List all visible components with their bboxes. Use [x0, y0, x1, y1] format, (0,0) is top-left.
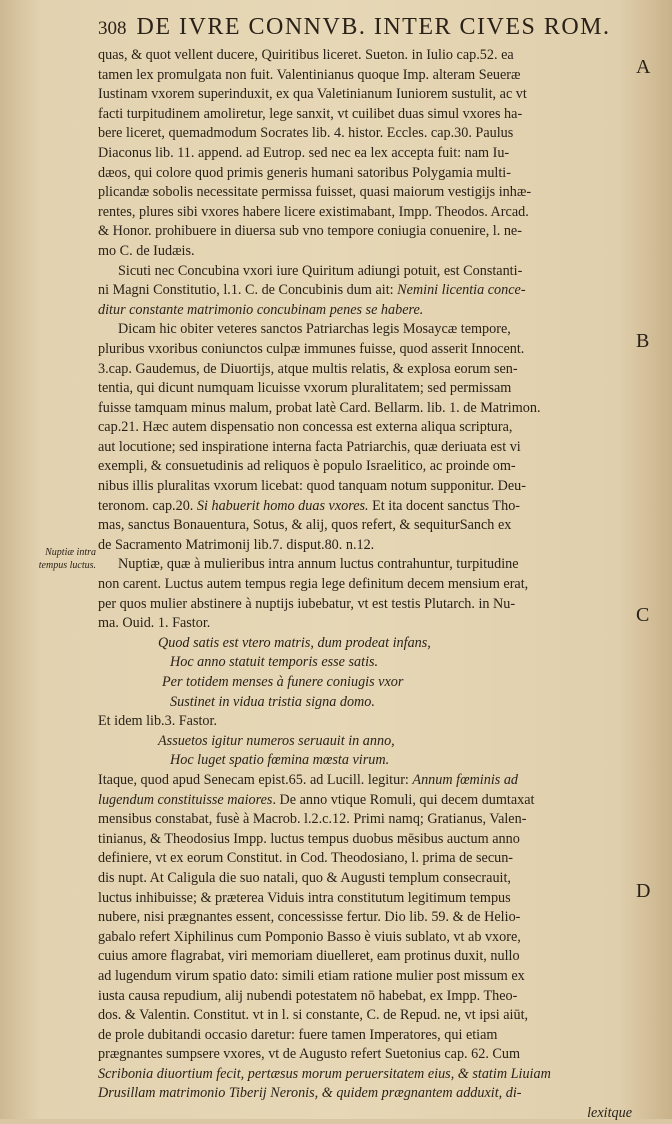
verse-block-2 [98, 732, 632, 771]
section-marker-b: B [636, 330, 650, 352]
verse-line: Per totidem menses à funere coniugis vxor [162, 674, 404, 690]
page-number: 308 [98, 18, 127, 39]
text-line [98, 281, 632, 301]
text-line: dos. & Valentin. Constitut. vt in l. si constante, C. de Repud. ne, vt ipsi aiūt, [98, 1007, 529, 1024]
text-line: aut locutione; sed inspiratione interna facta Patriarchis, quæ deriuata est vi [98, 438, 521, 455]
section-marker-c: C [636, 604, 650, 626]
verse-line: Hoc luget spatio fœmina mœsta virum. [170, 752, 390, 769]
text-line: facti turpitudinem amoliretur, lege sanxit, vt cuilibet duas simul vxores ha- [98, 105, 523, 122]
quote-line: Drusillam matrimonio Tiberij Neronis, & quidem prægnantem adduxit, di- [98, 1085, 522, 1102]
section-marker-d: D [636, 880, 651, 902]
text-line: cap.21. Hæc autem dispensatio non concessa est externa aliqua scriptura, [98, 419, 513, 436]
text-line: definiere, vt ex eorum Constitut. in Cod. Theodosiano, l. prima de secun- [98, 850, 514, 867]
quote-span: Annum fœminis ad [412, 771, 519, 788]
verse-block-1 [98, 634, 632, 712]
text-line: per quos mulier abstinere à nuptijs iubebatur, vt est testis Plutarch. in Nu- [98, 595, 516, 612]
text-line: cuius amore flagrabat, viri memoriam diuelleret, eam protinus duxit, nullo [98, 948, 520, 965]
text-line: de Sacramento Matrimonij lib.7. disput.80. n.12. [98, 536, 375, 553]
paragraph-1 [98, 46, 632, 262]
verse-line: Hoc anno statuit temporis esse satis. [170, 654, 379, 671]
text-line: dæos, qui colore quod primis generis humani satoribus Polygamia multi- [98, 164, 511, 181]
verse-line: Quod satis est vtero matris, dum prodeat infans, [158, 634, 431, 651]
text-line: mas, sanctus Bonauentura, Sotus, & alij, quos refert, & sequiturSanch ex [98, 517, 512, 534]
paragraph-3 [98, 320, 632, 555]
text-line: prægnantes sumpsere vxores, vt de Augusto refert Suetonius cap. 62. Cum [98, 1046, 521, 1063]
text-line: nubere, nisi prægnantes essent, concessisse fertur. Dio lib. 59. & de Helio- [98, 909, 521, 926]
quote-span: Nemini licentia conce- [397, 282, 526, 299]
text-line: ma. Ouid. 1. Fastor. [98, 615, 211, 632]
text-line: tinianus, & Theodosius Impp. luctus tempus duobus mēsibus auctum anno [98, 830, 520, 847]
section-marker-a: A [636, 56, 651, 78]
page-header [98, 14, 638, 44]
text-line: Diaconus lib. 11. append. ad Eutrop. sed nec ea lex accepta fuit: nam Iu- [98, 144, 510, 161]
text-span: teronom. cap.20. [98, 497, 197, 514]
margin-note: Nuptiæ intra tempus luctus. [38, 547, 96, 571]
text-line: rentes, plures sibi vxores habere licere existimabant, Impp. Theodos. Arcad. [98, 203, 529, 220]
text-line: iusta causa repudium, alij nubendi potestatem nō habebat, ex Impp. Theo- [98, 987, 518, 1004]
text-line: Dicam hic obiter veteres sanctos Patriarchas legis Mosaycæ tempore, [118, 321, 511, 338]
text-span: Et ita docent sanctus Tho- [368, 497, 521, 514]
text-line: non carent. Luctus autem tempus regia lege definitum decem mensium erat, [98, 576, 529, 593]
text-line: & Honor. prohibuere in diuersa sub vno tempore coniugia conuenire, l. ne- [98, 223, 522, 240]
quote-span: Si habuerit homo duas vxores. [196, 497, 369, 514]
quote-line: ditur constante matrimonio concubinam penes se habere. [98, 301, 424, 318]
paragraph-2 [98, 262, 632, 321]
text-line [98, 791, 632, 811]
catchword: lexitque [587, 1105, 632, 1122]
text-line: luctus inhibuisse; & præterea Viduis intra constitutum legitimum tempus [98, 889, 511, 906]
text-line: plicandæ sobolis necessitate permissa fuisset, quasi maiorum vestigijs inhæ- [98, 184, 532, 201]
text-line: de prole dubitandi occasio daretur: fuere tamen Imperatores, qui etiam [98, 1026, 498, 1043]
text-line: ad lugendum virum spatio dato: simili etiam ratione mulier post missum ex [98, 967, 525, 984]
text-line: quas, & quot vellent ducere, Quiritibus liceret. Sueton. in Iulio cap.52. ea [98, 47, 514, 63]
text-line: tentia, qui dicunt numquam licuisse vxorum pluralitatem; sed permissam [98, 380, 512, 397]
text-line: Et idem lib.3. Fastor. [98, 713, 218, 730]
quote-line: Scribonia diuortium fecit, pertæsus morum peruersitatem eius, & statim Liuiam [98, 1065, 551, 1082]
text-line: nibus illis pluralitas vxorum licebat: quod tanquam notum supponitur. Deu- [98, 478, 526, 495]
text-line: tamen lex promulgata non fuit. Valentinianus quoque Imp. alteram Seueræ [98, 66, 521, 83]
text-line: Nuptiæ, quæ à mulieribus intra annum luctus contrahuntur, turpitudine [118, 556, 519, 573]
text-span: Itaque, quod apud Senecam epist.65. ad Lucill. legitur: [98, 771, 413, 788]
text-line: bere liceret, quemadmodum Socrates lib. 4. histor. Eccles. cap.30. Paulus [98, 125, 514, 142]
quote-span: lugendum constituisse maiores [98, 791, 273, 808]
text-line: pluribus vxoribus coniunctos culpæ immunes fuisse, quod asserit Innocent. [98, 340, 525, 357]
text-line [98, 497, 632, 517]
verse-line: Assuetos igitur numeros seruauit in anno, [158, 732, 395, 749]
running-head: DE IVRE CONNVB. INTER CIVES ROM. [136, 14, 611, 40]
text-span: ni Magni Constitutio, l.1. C. de Concubinis dum ait: [98, 282, 398, 299]
paragraph-5 [98, 771, 632, 1124]
text-line: Sicuti nec Concubina vxori iure Quiritum adiungi potuit, est Constanti- [118, 262, 523, 279]
text-line: Iustinam vxorem superinduxit, ex qua Valetinianum Iuniorem sustulit, ac vt [98, 86, 527, 103]
text-line: dis nupt. At Caligula die suo natali, quo & Augusti templum consecrauit, [98, 869, 511, 886]
text-line: fuisse tamquam minus malum, probat latè Card. Bellarm. lib. 1. de Matrimon. [98, 399, 541, 416]
text-line [98, 771, 632, 791]
verse-line: Sustinet in vidua tristia signa domo. [170, 693, 375, 710]
text-span: . De anno vtique Romuli, qui decem dumtaxat [272, 791, 535, 808]
text-line: 3.cap. Gaudemus, de Diuortijs, atque multis relatis, & explosa eorum sen- [98, 360, 518, 377]
body-text [98, 46, 632, 1124]
paragraph-4 [98, 555, 632, 633]
text-line: gabalo refert Xiphilinus cum Pomponio Basso è viuis sublato, vt ab vxore, [98, 928, 521, 945]
text-line: mo C. de Iudæis. [98, 242, 195, 259]
text-line: mensibus constabat, fusè à Macrob. l.2.c.12. Primi namq; Gratianus, Valen- [98, 811, 527, 828]
text-line: exempli, & consuetudinis ad reliquos è populo Israelitico, ac proinde om- [98, 458, 516, 475]
